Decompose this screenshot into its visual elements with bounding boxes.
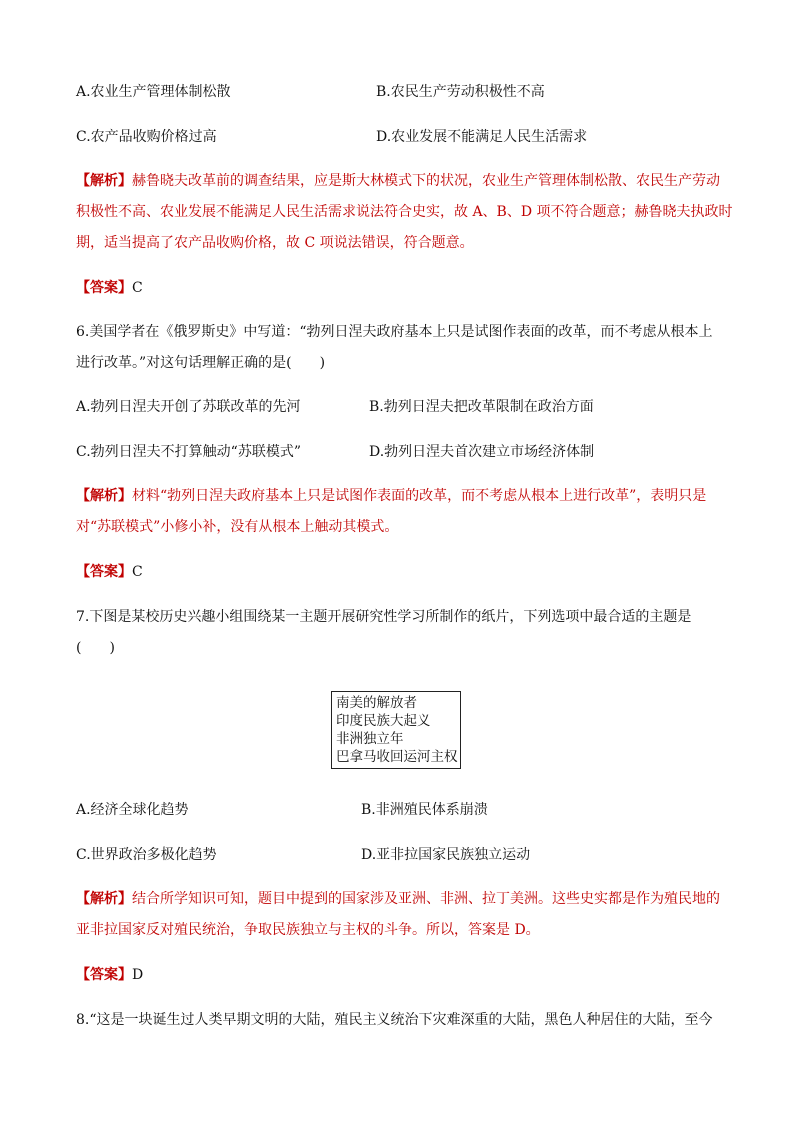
q8-stem-line-1: 8.“这是一块诞生过人类早期文明的大陆，殖民主义统治下灾难深重的大陆，黑色人种居住的大陆，至今 [76,1012,713,1028]
q7-answer-tag: 【答案】 [76,967,132,983]
q7-card-item-4: 巴拿马收回运河主权 [336,749,458,765]
q5-analysis-line-2: 积极性不高、农业发展不能满足人民生活需求说法符合史实，故 A、B、D 项不符合题意；赫鲁晓夫执政时 [76,204,733,220]
q6-analysis-line-1 [76,486,706,506]
q7-stem-line-1: 7.下图是某校历史兴趣小组围绕某一主题开展研究性学习所制作的纸片，下列选项中最合适的主题是 [76,609,692,625]
q7-card [331,691,461,769]
q5-analysis-tag: 【解析】 [76,173,132,189]
q6-option-a: A.勃列日涅夫开创了苏联改革的先河 [76,399,301,415]
q7-stem-line-2: ( ) [76,640,115,656]
q6-option-b: B.勃列日涅夫把改革限制在政治方面 [369,399,594,415]
q6-stem-line-1: 6.美国学者在《俄罗斯史》中写道：“勃列日涅夫政府基本上只是试图作表面的改革，而不考虑从根本上 [76,324,713,340]
q7-analysis-text-1: 结合所学知识可知，题目中提到的国家涉及亚洲、非洲、拉丁美洲。这些史实都是作为殖民地的 [132,891,720,907]
q7-option-b: B.非洲殖民体系崩溃 [361,802,488,818]
q7-card-item-2: 印度民族大起义 [336,713,431,729]
q5-analysis-line-3: 期，适当提高了农产品收购价格，故 C 项说法错误，符合题意。 [76,235,474,251]
q6-stem-line-2: 进行改革。”对这句话理解正确的是( ) [76,355,326,371]
q6-option-d: D.勃列日涅夫首次建立市场经济体制 [369,444,595,460]
q6-analysis-text-1: 材料“勃列日涅夫政府基本上只是试图作表面的改革，而不考虑从根本上进行改革”，表明只是 [132,488,707,504]
q7-option-d: D.亚非拉国家民族独立运动 [361,847,531,863]
q6-analysis-tag: 【解析】 [76,488,132,504]
q6-answer-value: C [132,564,143,580]
q5-answer [76,278,143,298]
q6-answer [76,562,143,582]
q5-option-b: B.农民生产劳动积极性不高 [376,84,545,100]
q5-option-c: C.农产品收购价格过高 [76,129,217,145]
q5-option-a: A.农业生产管理体制松散 [76,84,231,100]
q6-option-c: C.勃列日涅夫不打算触动“苏联模式” [76,444,301,460]
q6-analysis-line-2: 对“苏联模式”小修小补，没有从根本上触动其模式。 [76,519,399,535]
q5-analysis-line-1 [76,171,720,191]
q5-answer-value: C [132,280,143,296]
q5-option-d: D.农业发展不能满足人民生活需求 [376,129,588,145]
q7-card-item-3: 非洲独立年 [336,731,404,747]
q7-analysis-line-2: 亚非拉国家反对殖民统治，争取民族独立与主权的斗争。所以，答案是 D。 [76,922,540,938]
q7-option-a: A.经济全球化趋势 [76,802,189,818]
q7-analysis-tag: 【解析】 [76,891,132,907]
q6-answer-tag: 【答案】 [76,564,132,580]
q7-option-c: C.世界政治多极化趋势 [76,847,217,863]
q7-answer [76,965,143,985]
q7-card-item-1: 南美的解放者 [336,695,417,711]
q5-answer-tag: 【答案】 [76,280,132,296]
q5-analysis-text-1: 赫鲁晓夫改革前的调查结果，应是斯大林模式下的状况，农业生产管理体制松散、农民生产劳动 [132,173,720,189]
q7-answer-value: D [132,967,144,983]
q7-analysis-line-1 [76,889,720,909]
